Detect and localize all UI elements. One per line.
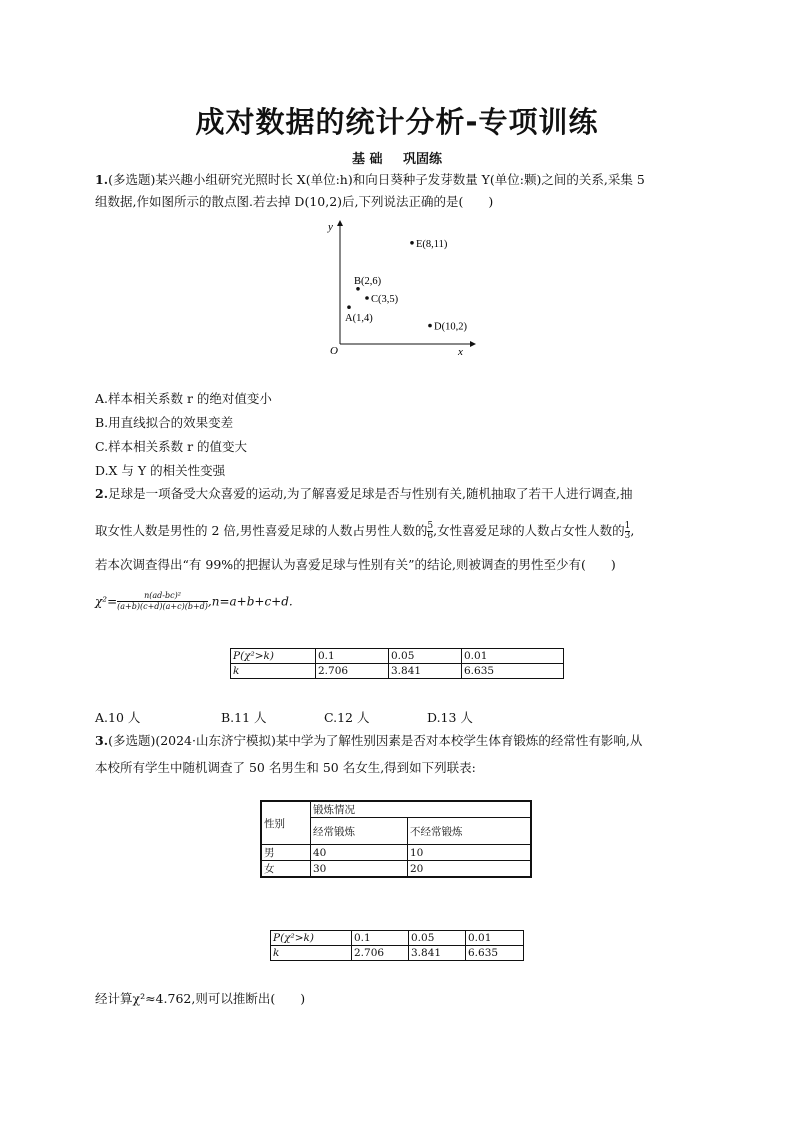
q2-text-line2a: 取女性人数是男性的 2 倍,男性喜爱足球的人数占男性人数的	[95, 523, 428, 538]
page-title: 成对数据的统计分析-专项训练	[195, 105, 599, 139]
table-row	[271, 946, 524, 961]
formula-fraction	[117, 591, 208, 612]
table-cell: k	[231, 664, 316, 679]
table-row-label: 女	[261, 861, 311, 878]
q2-option-b: B.11 人	[221, 710, 267, 725]
table-cell: k	[271, 946, 352, 961]
q2-critical-value-table	[230, 648, 564, 679]
table-cell: 2.706	[316, 664, 389, 679]
table-cell: 0.01	[462, 649, 564, 664]
table-cell: 3.841	[389, 664, 462, 679]
formula-lhs: χ²=	[95, 594, 118, 609]
q1-option-c: C.样本相关系数 r 的值变大	[95, 439, 248, 454]
q1-option-d: D.X 与 Y 的相关性变强	[95, 463, 226, 478]
data-point	[410, 241, 414, 245]
table-row	[231, 649, 564, 664]
table-row	[271, 931, 524, 946]
q2-option-a: A.10 人	[95, 710, 141, 725]
table-header-cell: 不经常锻炼	[408, 818, 532, 845]
table-cell: 30	[311, 861, 408, 878]
table-cell: 0.05	[409, 931, 466, 946]
y-axis-label: y	[328, 221, 333, 233]
table-cell: 0.1	[316, 649, 389, 664]
origin-label: O	[330, 345, 338, 357]
fraction-numerator: 1	[624, 521, 631, 531]
table-cell: 0.1	[352, 931, 409, 946]
formula-denominator: (a+b)(c+d)(a+c)(b+d)	[117, 602, 208, 611]
table-cell: 20	[408, 861, 532, 878]
q3-line1	[95, 732, 707, 750]
data-point	[428, 324, 432, 328]
q3-line2: 本校所有学生中随机调查了 50 名男生和 50 名女生,得到如下列联表:	[95, 760, 476, 775]
table-row	[261, 801, 531, 818]
q3-conclusion: 经计算χ²≈4.762,则可以推断出( )	[95, 991, 306, 1006]
q1-text-line1: (多选题)某兴趣小组研究光照时长 X(单位:h)和向日葵种子发芽数量 Y(单位:颗)之间的关系,采集 5	[108, 172, 645, 187]
table-cell: 6.635	[462, 664, 564, 679]
data-point	[356, 287, 360, 291]
formula-numerator: n(ad-bc)²	[117, 591, 208, 602]
q1-number: 1.	[95, 172, 109, 187]
table-corner-cell: 性别	[261, 801, 311, 845]
x-axis-arrow	[470, 341, 476, 347]
q1-option-b: B.用直线拟合的效果变差	[95, 415, 234, 430]
scatter-plot	[322, 218, 482, 360]
q2-number: 2.	[95, 486, 109, 501]
table-header-cell: 经常锻炼	[311, 818, 408, 845]
data-point-label: B(2,6)	[354, 275, 382, 287]
q2-options	[95, 708, 473, 726]
chi-square-formula	[95, 591, 293, 612]
data-point	[347, 305, 351, 309]
q2-text-line2c: ,	[630, 523, 635, 538]
fraction-denominator: 3	[624, 531, 631, 541]
q1-line2: 组数据,作如图所示的散点图.若去掉 D(10,2)后,下列说法正确的是( )	[95, 194, 494, 209]
table-cell: 40	[311, 845, 408, 861]
fraction-numerator: 5	[427, 521, 434, 531]
table-row	[261, 861, 531, 878]
table-cell: 0.05	[389, 649, 462, 664]
q2-text-line1: 足球是一项备受大众喜爱的运动,为了解喜爱足球是否与性别有关,随机抽取了若干人进行调查,抽	[108, 486, 633, 501]
chart-layer	[327, 220, 476, 358]
table-row-label: 男	[261, 845, 311, 861]
data-point-label: D(10,2)	[434, 321, 467, 333]
data-point-label: A(1,4)	[345, 313, 373, 325]
q3-critical-value-table	[270, 930, 524, 961]
q2-text-line2b: ,女性喜爱足球的人数占女性人数的	[433, 523, 625, 538]
table-group-header: 锻炼情况	[311, 801, 532, 818]
q2-line3: 若本次调查得出“有 99%的把握认为喜爱足球与性别有关”的结论,则被调查的男性至少有( )	[95, 557, 616, 572]
contingency-table	[260, 800, 532, 878]
table-row	[231, 664, 564, 679]
table-cell: 6.635	[466, 946, 524, 961]
section-heading	[0, 148, 794, 167]
table-cell: 10	[408, 845, 532, 861]
formula-tail: ,n=a+b+c+d.	[207, 594, 293, 609]
data-point-label: E(8,11)	[416, 238, 448, 250]
fraction-denominator: 6	[427, 531, 434, 541]
q1-line1	[95, 171, 707, 189]
q2-option-d: D.13 人	[427, 710, 473, 725]
table-cell: 3.841	[409, 946, 466, 961]
data-point-label: C(3,5)	[371, 294, 399, 305]
section-heading-left: 基 础	[351, 152, 383, 167]
q2-line2	[95, 522, 707, 541]
section-heading-right: 巩固练	[403, 152, 443, 167]
x-axis-label: x	[458, 346, 463, 358]
q3-number: 3.	[95, 733, 109, 748]
table-cell: P(χ²>k)	[231, 649, 316, 664]
table-cell: P(χ²>k)	[271, 931, 352, 946]
q1-option-a: A.样本相关系数 r 的绝对值变小	[95, 391, 272, 406]
q2-line1	[95, 485, 707, 503]
y-axis-arrow	[337, 220, 343, 226]
table-row	[261, 845, 531, 861]
table-cell: 2.706	[352, 946, 409, 961]
q3-text-line1: (多选题)(2024·山东济宁模拟)某中学为了解性别因素是否对本校学生体育锻炼的经常性有影响,从	[108, 733, 643, 748]
data-point	[365, 296, 369, 300]
table-cell: 0.01	[466, 931, 524, 946]
q2-option-c: C.12 人	[324, 710, 370, 725]
